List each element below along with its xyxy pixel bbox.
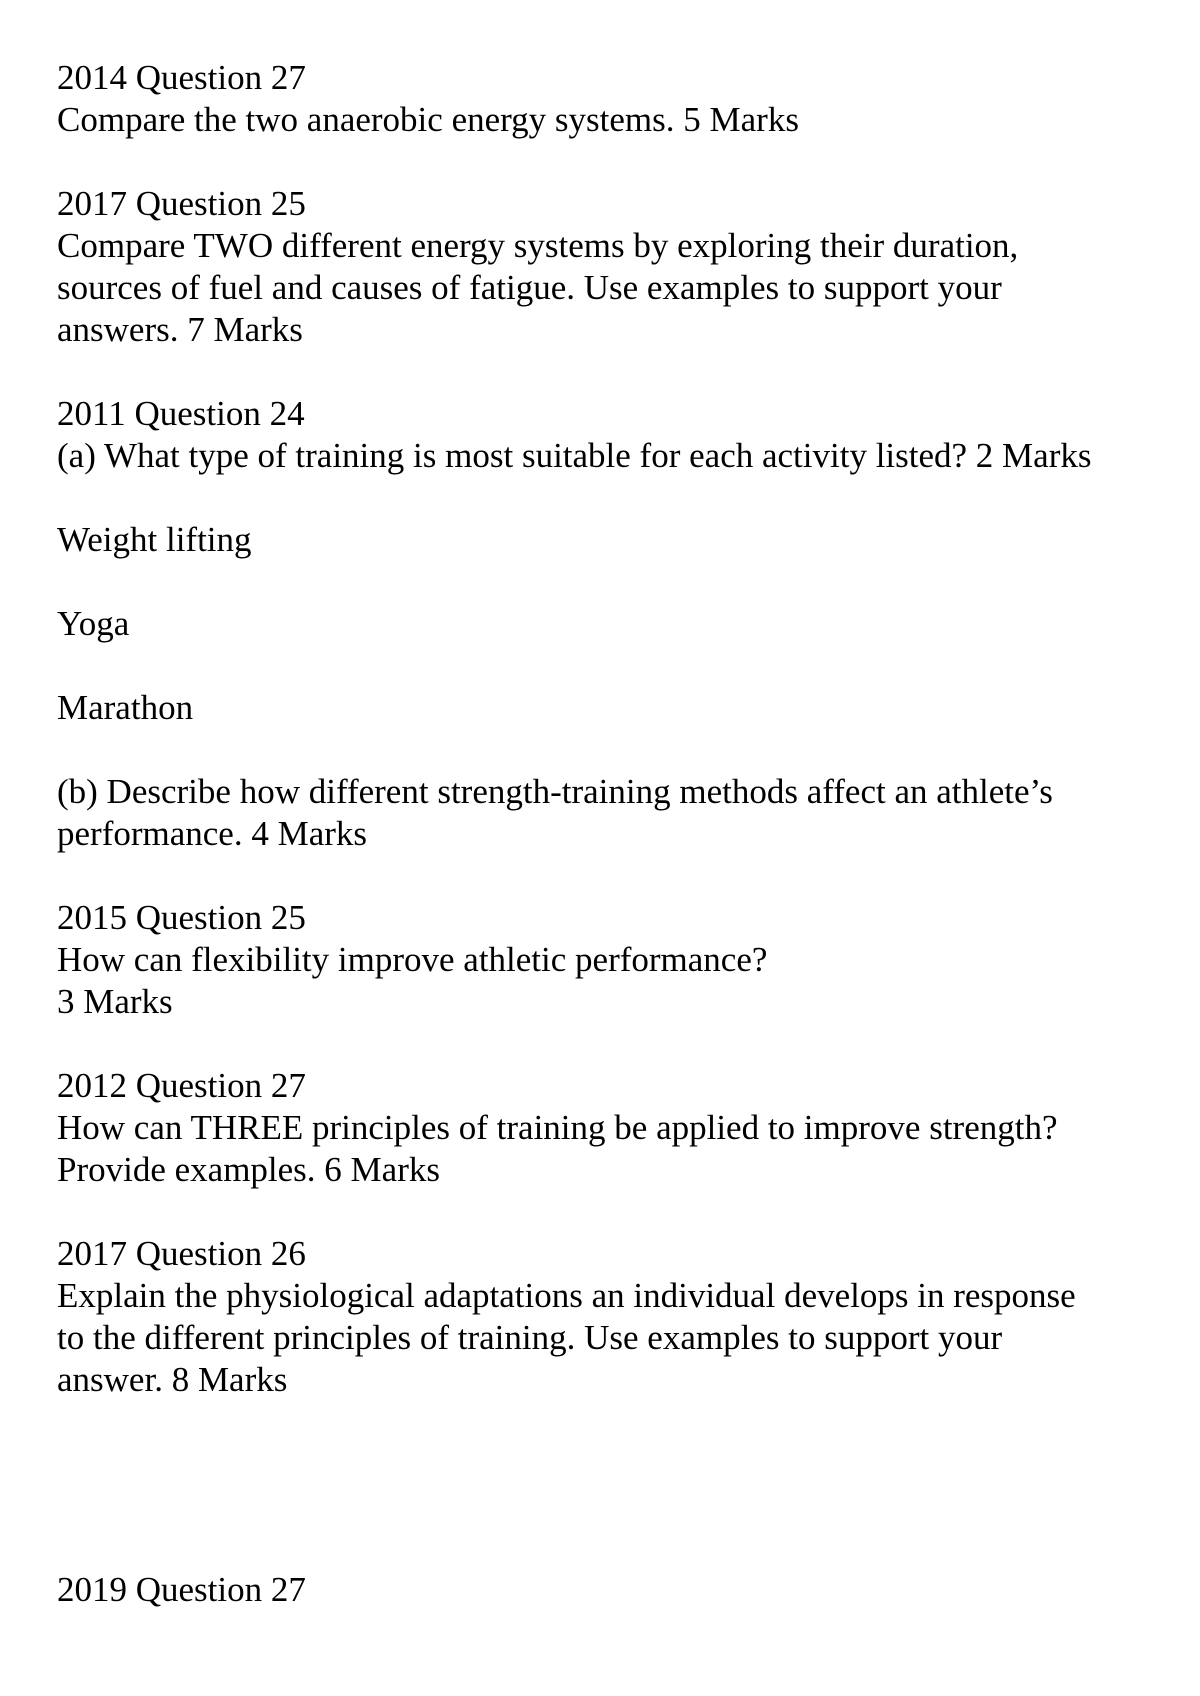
question-text: to the different principles of training. Use examples to support your: [57, 1318, 1003, 1357]
question-text: 3 Marks: [57, 982, 173, 1021]
question-heading: 2015 Question 25: [57, 898, 306, 937]
question-part-b: performance. 4 Marks: [57, 814, 368, 853]
question-heading: 2019 Question 27: [57, 1570, 306, 1609]
activity-item: Marathon: [57, 688, 194, 727]
question-heading: 2017 Question 26: [57, 1234, 306, 1273]
question-text: Explain the physiological adaptations an individual develops in response: [57, 1276, 1076, 1315]
question-text: Provide examples. 6 Marks: [57, 1150, 440, 1189]
question-heading: 2017 Question 25: [57, 184, 306, 223]
question-text: How can THREE principles of training be applied to improve strength?: [57, 1108, 1058, 1147]
question-heading: 2014 Question 27: [57, 58, 306, 97]
question-text: Compare the two anaerobic energy systems. 5 Marks: [57, 100, 799, 139]
question-text: answer. 8 Marks: [57, 1360, 288, 1399]
question-heading: 2012 Question 27: [57, 1066, 306, 1105]
question-text: Compare TWO different energy systems by exploring their duration,: [57, 226, 1019, 265]
question-part-b: (b) Describe how different strength-training methods affect an athlete’s: [57, 772, 1053, 811]
activity-item: Weight lifting: [57, 520, 252, 559]
question-heading: 2011 Question 24: [57, 394, 305, 433]
question-text: How can flexibility improve athletic performance?: [57, 940, 768, 979]
question-text: sources of fuel and causes of fatigue. Use examples to support your: [57, 268, 1002, 307]
question-part-a: (a) What type of training is most suitable for each activity listed? 2 Marks: [57, 436, 1092, 475]
activity-item: Yoga: [57, 604, 130, 643]
question-text: answers. 7 Marks: [57, 310, 303, 349]
